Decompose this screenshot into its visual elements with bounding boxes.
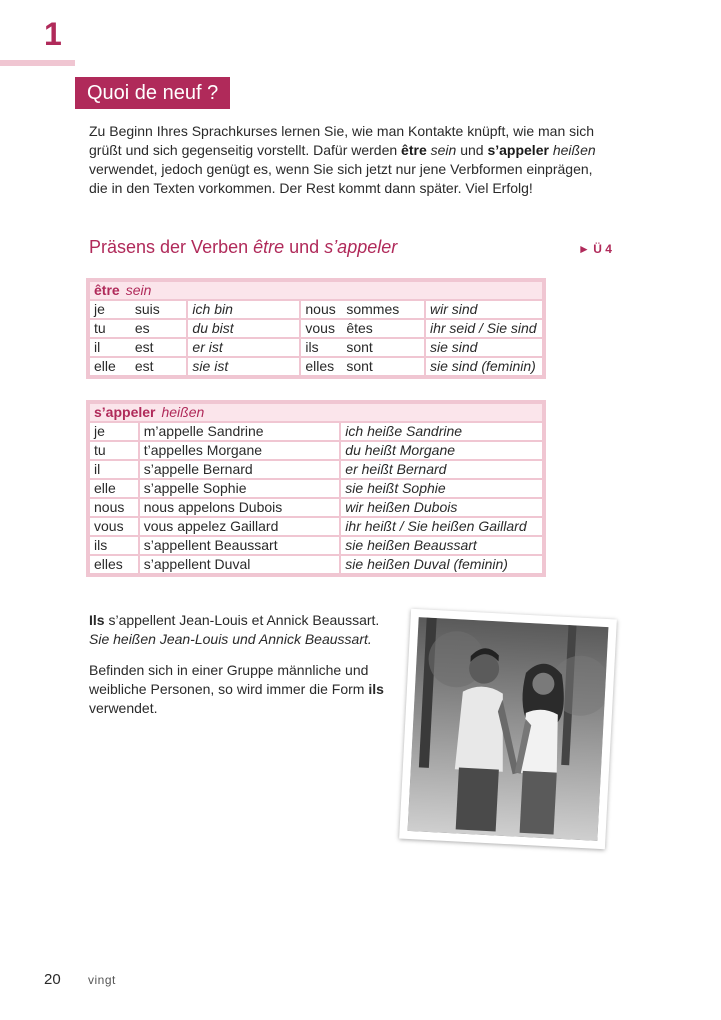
verb-form-cell: est xyxy=(131,357,188,376)
pronoun-cell: vous xyxy=(300,319,342,338)
table-row xyxy=(89,460,543,479)
grammar-note xyxy=(89,661,409,718)
chapter-bar xyxy=(0,60,75,66)
intro-verb-sappeler: s’appeler xyxy=(487,142,549,158)
grammar-heading xyxy=(89,237,397,258)
verb-form-cell: sommes xyxy=(342,300,425,319)
verb-form-cell: sont xyxy=(342,357,425,376)
pronoun-cell: tu xyxy=(89,319,131,338)
intro-text-1: Zu Beginn Ihres Sprachkurses lernen Sie, wie man Kontakte knüpft, wie man sich grüßt und sich gegenseitig vorstellt. Dafür werden xyxy=(89,123,595,158)
grammar-heading-text: Präsens der Verben xyxy=(89,237,254,257)
table-header-row xyxy=(89,403,543,422)
grammar-heading-and: und xyxy=(284,237,325,257)
translation-cell: sie sind xyxy=(425,338,543,357)
verb-form-cell: nous appelons Dubois xyxy=(139,498,341,517)
translation-cell: er heißt Bernard xyxy=(340,460,543,479)
table-row xyxy=(89,319,543,338)
translation-cell: sie ist xyxy=(187,357,300,376)
section-title: Quoi de neuf ? xyxy=(75,77,230,109)
translation-cell: du bist xyxy=(187,319,300,338)
pronoun-cell: je xyxy=(89,300,131,319)
intro-verb-etre: être xyxy=(401,142,427,158)
table-row xyxy=(89,441,543,460)
intro-text-3: verwendet, jedoch genügt es, wenn Sie sich jetzt nur jene Verbformen einprägen, die in den Texten vorkommen. Der Rest kommt dann später. Viel Erfolg! xyxy=(89,161,593,196)
translation-cell: er ist xyxy=(187,338,300,357)
table-header-row xyxy=(89,281,543,300)
etre-conjugation-table xyxy=(88,280,544,377)
grammar-heading-verb-2: s’appeler xyxy=(324,237,398,257)
verb-form-cell: s’appellent Beaussart xyxy=(139,536,341,555)
pronoun-cell: ils xyxy=(300,338,342,357)
chapter-number: 1 xyxy=(44,16,62,52)
table-row xyxy=(89,479,543,498)
sappeler-conjugation-table xyxy=(88,402,544,575)
verb-form-cell: est xyxy=(131,338,188,357)
verb-label: être xyxy=(94,282,120,298)
translation-cell: sie heißen Duval (feminin) xyxy=(340,555,543,574)
pronoun-cell: nous xyxy=(300,300,342,319)
table-row xyxy=(89,498,543,517)
intro-paragraph xyxy=(89,122,614,198)
translation-cell: du heißt Morgane xyxy=(340,441,543,460)
example-sentence xyxy=(89,611,409,649)
verb-translation: sein xyxy=(125,282,152,298)
translation-cell: sie sind (feminin) xyxy=(425,357,543,376)
verb-form-cell: êtes xyxy=(342,319,425,338)
verb-form-cell: suis xyxy=(131,300,188,319)
verb-translation: heißen xyxy=(161,404,205,420)
intro-text-2: und xyxy=(456,142,488,158)
couple-photo-image xyxy=(408,617,609,841)
table-row xyxy=(89,536,543,555)
example-german: Sie heißen Jean-Louis und Annick Beaussart. xyxy=(89,631,372,647)
pronoun-cell: il xyxy=(89,460,139,479)
pronoun-cell: elle xyxy=(89,479,139,498)
verb-form-cell: t’appelles Morgane xyxy=(139,441,341,460)
pronoun-cell: il xyxy=(89,338,131,357)
page-number-word: vingt xyxy=(88,973,116,987)
table-row xyxy=(89,555,543,574)
translation-cell: sie heißt Sophie xyxy=(340,479,543,498)
couple-photo-illustration xyxy=(408,617,609,841)
verb-form-cell: s’appellent Duval xyxy=(139,555,341,574)
verb-form-cell: es xyxy=(131,319,188,338)
grammar-heading-verb-1: être xyxy=(253,237,285,257)
translation-cell: wir heißen Dubois xyxy=(340,498,543,517)
exercise-reference[interactable]: ► Ü 4 xyxy=(578,242,612,256)
verb-form-cell: m’appelle Sandrine xyxy=(139,422,341,441)
example-french: s’appellent Jean-Louis et Annick Beaussart. xyxy=(104,612,380,628)
page-number: 20 xyxy=(44,971,61,988)
table-row xyxy=(89,300,543,319)
verb-form-cell: s’appelle Sophie xyxy=(139,479,341,498)
table-row xyxy=(89,338,543,357)
pronoun-cell: je xyxy=(89,422,139,441)
verb-form-cell: sont xyxy=(342,338,425,357)
translation-cell: ihr seid / Sie sind xyxy=(425,319,543,338)
pronoun-cell: vous xyxy=(89,517,139,536)
translation-cell: sie heißen Beaussart xyxy=(340,536,543,555)
translation-cell: ich heiße Sandrine xyxy=(340,422,543,441)
pronoun-cell: ils xyxy=(89,536,139,555)
intro-verb-etre-translation: sein xyxy=(430,142,457,158)
verb-form-cell: vous appelez Gaillard xyxy=(139,517,341,536)
example-block xyxy=(89,611,409,730)
translation-cell: ihr heißt / Sie heißen Gaillard xyxy=(340,517,543,536)
verb-label: s’appeler xyxy=(94,404,156,420)
pronoun-cell: nous xyxy=(89,498,139,517)
table-row xyxy=(89,357,543,376)
translation-cell: ich bin xyxy=(187,300,300,319)
pronoun-cell: elles xyxy=(300,357,342,376)
table-row xyxy=(89,517,543,536)
couple-photo xyxy=(399,609,617,849)
verb-form-cell: s’appelle Bernard xyxy=(139,460,341,479)
pronoun-cell: elle xyxy=(89,357,131,376)
grammar-note-pronoun: ils xyxy=(368,681,384,697)
pronoun-cell: elles xyxy=(89,555,139,574)
table-row xyxy=(89,422,543,441)
intro-verb-sappeler-translation: heißen xyxy=(552,142,596,158)
example-subject: Ils xyxy=(89,612,105,628)
translation-cell: wir sind xyxy=(425,300,543,319)
grammar-note-text-2: verwendet. xyxy=(89,700,158,716)
pronoun-cell: tu xyxy=(89,441,139,460)
grammar-note-text-1: Befinden sich in einer Gruppe männliche und weibliche Personen, so wird immer die Form xyxy=(89,662,369,697)
